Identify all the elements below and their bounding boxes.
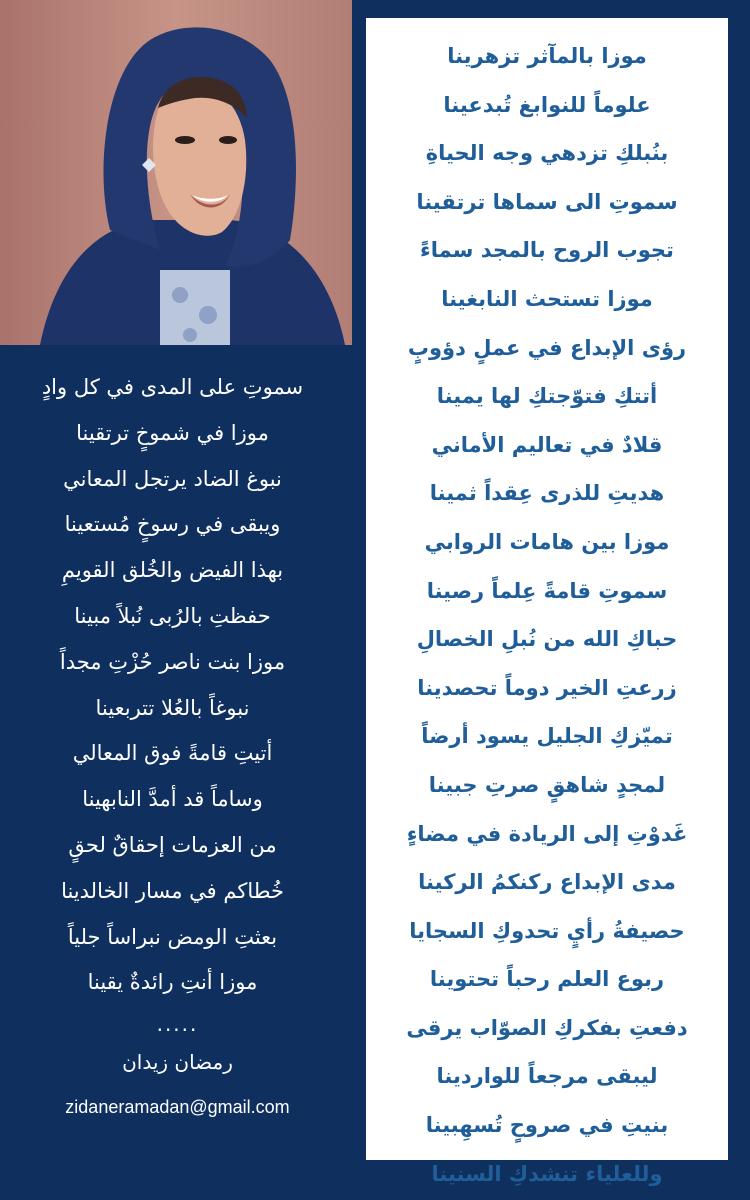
author-name: رمضان زيدان (122, 1050, 233, 1075)
poem-line: وساماً قد أمدَّ النابهينا (82, 787, 263, 812)
left-poem-lines (0, 345, 355, 1006)
poem-line: غَدوْتِ إلى الريادة في مضاءٍ (406, 821, 688, 846)
poem-line: علوماً للنوابغ تُبدعينا (443, 92, 651, 117)
poem-line: موزا بين هامات الروابي (424, 529, 670, 554)
poem-line: نبوغاً بالعُلا تتربعينا (95, 695, 250, 720)
poem-line: تميّزكِ الجليل يسود أرضاً (421, 724, 673, 749)
poem-line: لمجدٍ شاهقٍ صرتِ جبينا (428, 772, 666, 797)
left-poem-panel (0, 345, 355, 1165)
poem-line: موزا بالمآثر تزهرينا (447, 44, 647, 68)
poem-line: حفظتِ بالرُبى نُبلاً مبينا (74, 603, 271, 628)
poem-line: موزا في شموخٍ ترتقينا (76, 420, 269, 445)
poem-line: سموتِ الى سماها ترتقينا (416, 189, 678, 214)
poem-line: قلادٌ في تعاليم الأماني (431, 432, 663, 457)
poem-line: أتتكِ فتوّجتكِ لها يمينا (436, 384, 658, 409)
poem-line: خُطاكم في مسار الخالدينا (61, 878, 284, 903)
poem-line: رؤى الإبداع في عملٍ دؤوبٍ (407, 335, 687, 360)
portrait-illustration (0, 0, 352, 345)
author-email: zidaneramadan@gmail.com (65, 1097, 290, 1118)
poem-line: سموتِ قامةً عِلماً رصينا (426, 578, 668, 603)
poem-line: موزا أنتِ رائدةٌ يقينا (87, 970, 258, 995)
poem-line: بعثتِ الومض نبراساً جلياً (67, 924, 278, 949)
poem-line: مدى الإبداع ركنكمُ الركينا (418, 870, 676, 895)
poem-line: حباكِ الله من نُبلِ الخصالِ (416, 627, 678, 652)
poem-line: بهذا الفيض والخُلق القويمِ (61, 558, 284, 583)
separator-dots: ..... (156, 1012, 199, 1037)
poem-line: موزا بنت ناصر حُزْتِ مجداً (59, 649, 286, 674)
poem-line: بنُبلكِ تزدهي وجه الحياةِ (425, 141, 669, 166)
poem-line: نبوغ الضاد يرتجل المعاني (63, 466, 282, 491)
portrait-photo (0, 0, 352, 345)
poem-line: دفعتِ بفكركِ الصوّاب يرقى (406, 1015, 688, 1040)
poem-line: ليبقى مرجعاً للواردينا (436, 1064, 658, 1089)
poem-line: موزا تستحث النابغينا (441, 286, 653, 311)
poem-line: حصيفةُ رأيٍ تحدوكِ السجايا (409, 918, 685, 943)
poem-line: هديتِ للذرى عِقداً ثمينا (429, 481, 665, 506)
poem-line: من العزمات إحقاقٌ لحقٍ (68, 832, 277, 857)
poem-line: ربوع العلم رحباً تحتوينا (429, 967, 665, 992)
poem-line: زرعتِ الخير دوماً تحصدينا (417, 675, 677, 700)
poem-line: تجوب الروح بالمجد سماءً (420, 238, 674, 263)
right-poem-panel (366, 18, 728, 1186)
poem-line: ويبقى في رسوخٍ مُستعينا (64, 512, 281, 537)
poem-line: بنيتِ في صروحٍ تُسهِبينا (425, 1113, 669, 1138)
poem-line: وللعلياء تنشدكِ السنينا (431, 1161, 663, 1186)
poem-line: سموتِ على المدى في كل وادٍ (41, 375, 304, 399)
poem-line: أتيتِ قامةً فوق المعالي (72, 741, 273, 766)
right-poem-lines (366, 18, 728, 1198)
